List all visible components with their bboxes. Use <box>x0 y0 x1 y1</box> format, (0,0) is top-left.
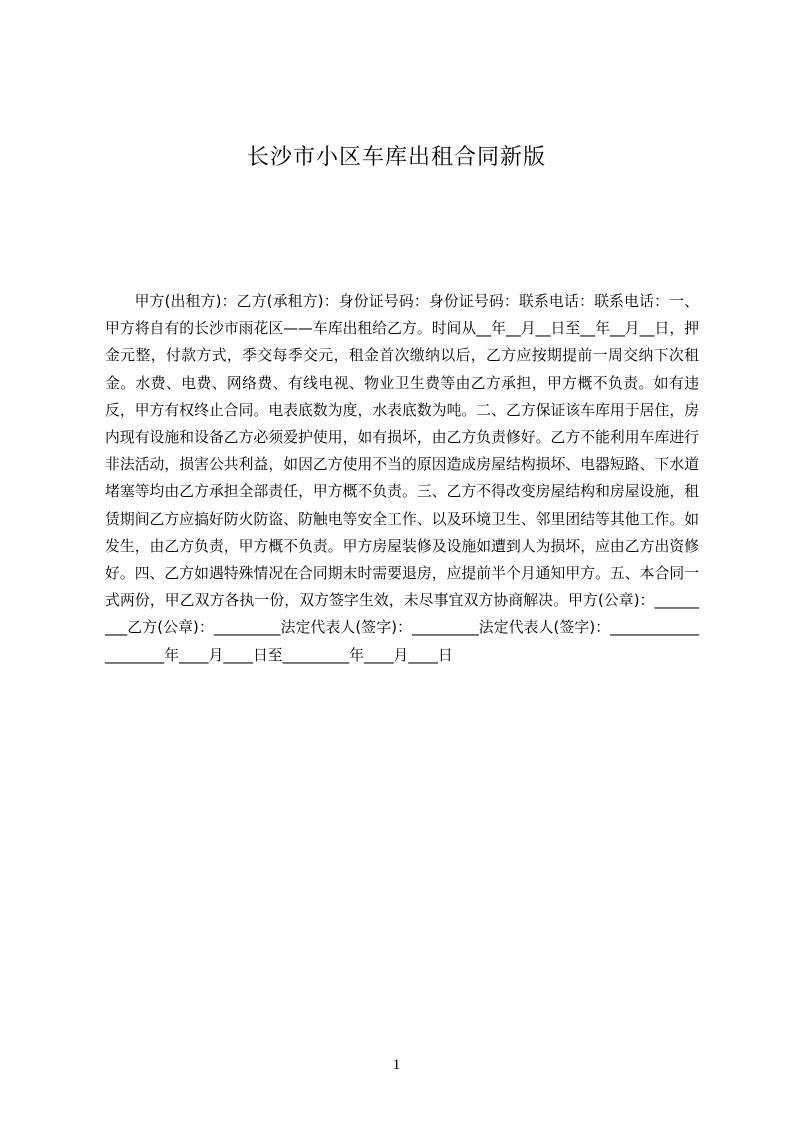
page-number: 1 <box>392 1057 401 1073</box>
document-title: 长沙市小区车库出租合同新版 <box>246 145 546 170</box>
contract-body: 甲方(出租方)：乙方(承租方)：身份证号码：身份证号码：联系电话：联系电话：一、甲方将自有的长沙市雨花区——车库出租给乙方。时间从__年__月__日至__年__月__日，押金元整，付款方式，季交每季交元，租金首次缴纳以后，乙方应按期提前一周交纳下次租金。水费、电费、网络费、有线电视、物业卫生费等由乙方承担，甲方概不负责。如有违反，甲方有权终止合同。电表底数为度，水表底数为吨。二、乙方保证该车库用于居住，房内现有设施和设备乙方必须爱护使用，如有损坏，由乙方负责修好。乙方不能利用车库进行非法活动，损害公共利益，如因乙方使用不当的原因造成房屋结构损坏、电器短路、下水道堵塞等均由乙方承担全部责任，甲方概不负责。三、乙方不得改变房屋结构和房屋设施，租赁期间乙方应搞好防火防盗、防触电等安全工作、以及环境卫生、邻里团结等其他工作。如发生，由乙方负责，甲方概不负责。甲方房屋装修及设施如遭到人为损坏，应由乙方出资修好。四、乙方如遇特殊情况在合同期末时需要退房，应提前半个月通知甲方。五、本合同一式两份，甲乙双方各执一份，双方签字生效，未尽事宜双方协商解决。甲方(公章)：_________乙方(公章)：_________法定代表人(签字)：_________法定代表人(签字)：____________________年____月____日至_________年____月____日 <box>105 293 699 664</box>
